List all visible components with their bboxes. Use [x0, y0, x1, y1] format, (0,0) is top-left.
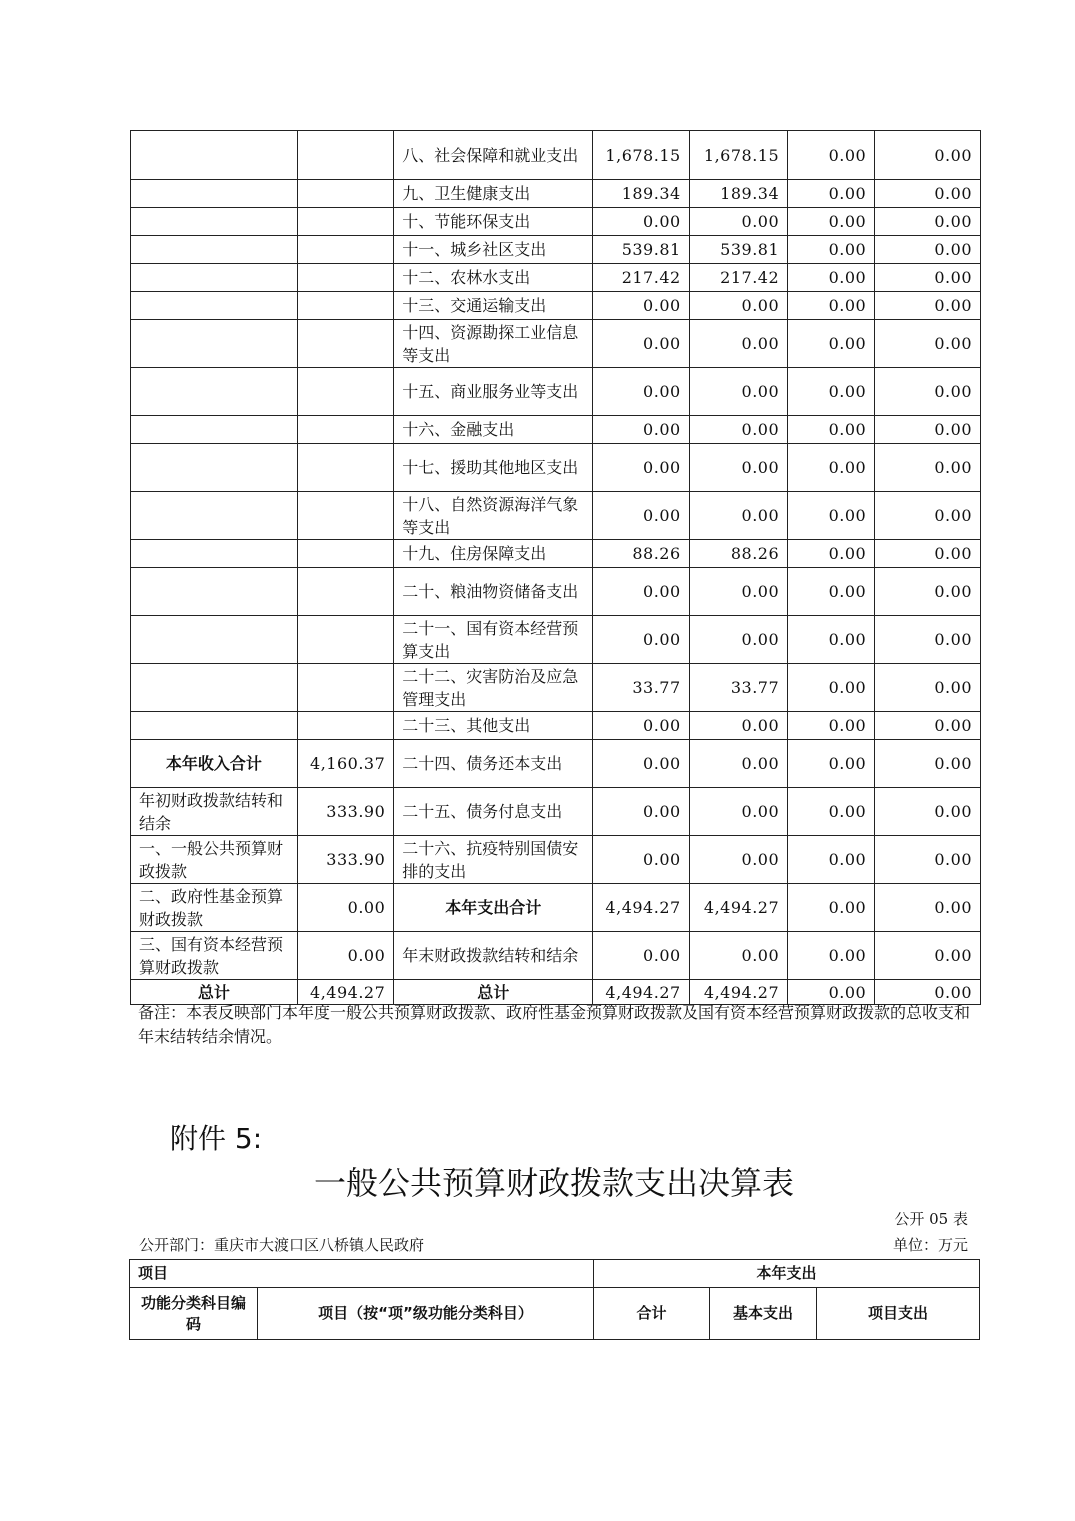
- cell-col4: 0.00: [875, 836, 981, 884]
- cell-income-label: [131, 131, 298, 180]
- cell-col4: 0.00: [875, 712, 981, 740]
- cell-expense-item: 年末财政拨款结转和结余: [394, 932, 593, 980]
- cell-total: 0.00: [593, 788, 689, 836]
- cell-basic: 33.77: [689, 664, 787, 712]
- cell-income-value: [297, 180, 393, 208]
- department-label: 公开部门：重庆市大渡口区八桥镇人民政府: [139, 1236, 425, 1254]
- table-row: [131, 932, 981, 980]
- cell-total: 1,678.15: [593, 131, 689, 180]
- attachment-label: 附件 5:: [170, 1122, 263, 1155]
- cell-expense-item: 本年支出合计: [394, 884, 593, 932]
- cell-col4: 0.00: [875, 444, 981, 492]
- cell-total: 88.26: [593, 540, 689, 568]
- cell-col4: 0.00: [875, 131, 981, 180]
- table-row: [131, 236, 981, 264]
- cell-expense-item: 十一、城乡社区支出: [394, 236, 593, 264]
- cell-expense-item: 十、节能环保支出: [394, 208, 593, 236]
- cell-income-label: [131, 616, 298, 664]
- cell-income-label: [131, 568, 298, 616]
- table-row: [131, 616, 981, 664]
- cell-col3: 0.00: [788, 416, 875, 444]
- cell-total: 189.34: [593, 180, 689, 208]
- cell-col4: 0.00: [875, 788, 981, 836]
- income-expense-table: [130, 130, 981, 1005]
- cell-income-label: 年初财政拨款结转和结余: [131, 788, 298, 836]
- table-row: [131, 416, 981, 444]
- cell-col4: 0.00: [875, 740, 981, 788]
- cell-income-label: [131, 712, 298, 740]
- cell-income-label: [131, 180, 298, 208]
- cell-income-value: 333.90: [297, 836, 393, 884]
- cell-total: 0.00: [593, 444, 689, 492]
- cell-basic: 0.00: [689, 292, 787, 320]
- cell-income-value: [297, 540, 393, 568]
- cell-income-label: 二、政府性基金预算财政拨款: [131, 884, 298, 932]
- cell-basic: 0.00: [689, 932, 787, 980]
- table-note: 备注：本表反映部门本年度一般公共预算财政拨款、政府性基金预算财政拨款及国有资本经营预算财政拨款的总收支和年末结转结余情况。: [138, 1003, 971, 1046]
- table-row: [131, 320, 981, 368]
- header-year-expense: 本年支出: [594, 1260, 980, 1288]
- cell-expense-item: 十二、农林水支出: [394, 264, 593, 292]
- cell-expense-item: 十三、交通运输支出: [394, 292, 593, 320]
- cell-expense-item: 八、社会保障和就业支出: [394, 131, 593, 180]
- cell-expense-item: 二十一、国有资本经营预算支出: [394, 616, 593, 664]
- cell-basic: 0.00: [689, 836, 787, 884]
- cell-col4: 0.00: [875, 368, 981, 416]
- cell-total: 0.00: [593, 208, 689, 236]
- cell-basic: 217.42: [689, 264, 787, 292]
- cell-income-label: 三、国有资本经营预算财政拨款: [131, 932, 298, 980]
- cell-income-value: [297, 320, 393, 368]
- cell-basic: 0.00: [689, 444, 787, 492]
- cell-total: 33.77: [593, 664, 689, 712]
- cell-col3: 0.00: [788, 664, 875, 712]
- cell-col4: 0.00: [875, 932, 981, 980]
- cell-col4: 0.00: [875, 568, 981, 616]
- cell-col3: 0.00: [788, 740, 875, 788]
- cell-total: 0.00: [593, 712, 689, 740]
- cell-total: 0.00: [593, 568, 689, 616]
- table-row: [131, 540, 981, 568]
- cell-income-value: [297, 264, 393, 292]
- cell-total: 0.00: [593, 368, 689, 416]
- table-row: [131, 712, 981, 740]
- cell-expense-item: 二十二、灾害防治及应急管理支出: [394, 664, 593, 712]
- cell-income-value: 4,494.27: [297, 980, 393, 1005]
- cell-expense-item: 二十六、抗疫特别国债安排的支出: [394, 836, 593, 884]
- cell-expense-item: 二十三、其他支出: [394, 712, 593, 740]
- cell-col3: 0.00: [788, 884, 875, 932]
- cell-income-value: [297, 712, 393, 740]
- cell-income-value: 4,160.37: [297, 740, 393, 788]
- cell-col3: 0.00: [788, 208, 875, 236]
- cell-basic: 0.00: [689, 616, 787, 664]
- cell-income-label: [131, 264, 298, 292]
- cell-total: 0.00: [593, 492, 689, 540]
- table-row: [131, 444, 981, 492]
- cell-income-value: 0.00: [297, 932, 393, 980]
- cell-income-value: [297, 292, 393, 320]
- cell-income-label: 一、一般公共预算财政拨款: [131, 836, 298, 884]
- cell-basic: 0.00: [689, 568, 787, 616]
- cell-income-label: 总计: [131, 980, 298, 1005]
- cell-income-label: [131, 416, 298, 444]
- cell-total: 0.00: [593, 836, 689, 884]
- cell-income-label: [131, 208, 298, 236]
- table-row: [131, 568, 981, 616]
- cell-basic: 88.26: [689, 540, 787, 568]
- expenditure-header-table: [129, 1259, 980, 1340]
- cell-col4: 0.00: [875, 664, 981, 712]
- cell-total: 0.00: [593, 320, 689, 368]
- cell-col4: 0.00: [875, 416, 981, 444]
- cell-col3: 0.00: [788, 320, 875, 368]
- table-row: [131, 492, 981, 540]
- unit-label: 单位：万元: [892, 1236, 968, 1254]
- cell-income-label: [131, 292, 298, 320]
- cell-col3: 0.00: [788, 540, 875, 568]
- cell-basic: 539.81: [689, 236, 787, 264]
- cell-expense-item: 十四、资源勘探工业信息等支出: [394, 320, 593, 368]
- table-row: [131, 368, 981, 416]
- table-row: [131, 740, 981, 788]
- table-row: [131, 131, 981, 180]
- cell-total: 4,494.27: [593, 884, 689, 932]
- cell-total: 0.00: [593, 740, 689, 788]
- cell-total: 0.00: [593, 932, 689, 980]
- cell-basic: 0.00: [689, 416, 787, 444]
- cell-expense-item: 二十五、债务付息支出: [394, 788, 593, 836]
- cell-col3: 0.00: [788, 568, 875, 616]
- cell-col3: 0.00: [788, 444, 875, 492]
- table-row: [131, 208, 981, 236]
- header-item: 项目: [130, 1260, 594, 1288]
- cell-income-value: [297, 492, 393, 540]
- table-row: [131, 836, 981, 884]
- cell-col4: 0.00: [875, 980, 981, 1005]
- cell-income-label: [131, 320, 298, 368]
- cell-income-label: [131, 492, 298, 540]
- cell-col4: 0.00: [875, 208, 981, 236]
- col-total: 合计: [594, 1288, 710, 1340]
- cell-expense-item: 十七、援助其他地区支出: [394, 444, 593, 492]
- cell-col4: 0.00: [875, 492, 981, 540]
- cell-col3: 0.00: [788, 264, 875, 292]
- cell-col3: 0.00: [788, 368, 875, 416]
- cell-expense-item: 九、卫生健康支出: [394, 180, 593, 208]
- cell-income-value: [297, 444, 393, 492]
- cell-total: 217.42: [593, 264, 689, 292]
- table-row: [131, 788, 981, 836]
- cell-income-value: 333.90: [297, 788, 393, 836]
- cell-income-label: 本年收入合计: [131, 740, 298, 788]
- cell-basic: 0.00: [689, 712, 787, 740]
- table-row: [131, 884, 981, 932]
- cell-basic: 0.00: [689, 492, 787, 540]
- cell-income-value: [297, 664, 393, 712]
- cell-basic: 1,678.15: [689, 131, 787, 180]
- cell-basic: 4,494.27: [689, 980, 787, 1005]
- cell-col3: 0.00: [788, 980, 875, 1005]
- cell-total: 0.00: [593, 416, 689, 444]
- cell-income-value: [297, 616, 393, 664]
- cell-expense-item: 十六、金融支出: [394, 416, 593, 444]
- cell-col3: 0.00: [788, 236, 875, 264]
- cell-income-label: [131, 664, 298, 712]
- cell-col4: 0.00: [875, 264, 981, 292]
- cell-col4: 0.00: [875, 884, 981, 932]
- cell-col4: 0.00: [875, 236, 981, 264]
- table-row: [131, 292, 981, 320]
- cell-basic: 0.00: [689, 320, 787, 368]
- cell-income-value: 0.00: [297, 884, 393, 932]
- cell-col3: 0.00: [788, 712, 875, 740]
- col-function-code: 功能分类科目编码: [130, 1288, 258, 1340]
- cell-col3: 0.00: [788, 932, 875, 980]
- cell-col3: 0.00: [788, 292, 875, 320]
- col-project: 项目支出: [817, 1288, 980, 1340]
- col-basic: 基本支出: [710, 1288, 817, 1340]
- cell-col3: 0.00: [788, 131, 875, 180]
- cell-basic: 0.00: [689, 740, 787, 788]
- cell-total: 539.81: [593, 236, 689, 264]
- cell-basic: 4,494.27: [689, 884, 787, 932]
- cell-expense-item: 十八、自然资源海洋气象等支出: [394, 492, 593, 540]
- cell-col4: 0.00: [875, 616, 981, 664]
- cell-total: 0.00: [593, 292, 689, 320]
- table-row: [131, 180, 981, 208]
- cell-income-value: [297, 416, 393, 444]
- cell-expense-item: 二十四、债务还本支出: [394, 740, 593, 788]
- cell-income-value: [297, 568, 393, 616]
- cell-total: 4,494.27: [593, 980, 689, 1005]
- cell-income-value: [297, 131, 393, 180]
- cell-col3: 0.00: [788, 492, 875, 540]
- cell-col4: 0.00: [875, 320, 981, 368]
- cell-basic: 0.00: [689, 368, 787, 416]
- cell-basic: 0.00: [689, 208, 787, 236]
- cell-income-label: [131, 236, 298, 264]
- cell-income-label: [131, 540, 298, 568]
- cell-expense-item: 二十、粮油物资储备支出: [394, 568, 593, 616]
- cell-col4: 0.00: [875, 180, 981, 208]
- cell-expense-item: 十五、商业服务业等支出: [394, 368, 593, 416]
- table-code: 公开 05 表: [894, 1210, 968, 1228]
- cell-col3: 0.00: [788, 788, 875, 836]
- cell-total: 0.00: [593, 616, 689, 664]
- table-row: [131, 264, 981, 292]
- cell-col3: 0.00: [788, 836, 875, 884]
- cell-income-value: [297, 236, 393, 264]
- cell-income-label: [131, 444, 298, 492]
- cell-income-value: [297, 208, 393, 236]
- cell-basic: 189.34: [689, 180, 787, 208]
- cell-income-label: [131, 368, 298, 416]
- cell-col3: 0.00: [788, 616, 875, 664]
- cell-basic: 0.00: [689, 788, 787, 836]
- cell-expense-item: 十九、住房保障支出: [394, 540, 593, 568]
- cell-expense-item: 总计: [394, 980, 593, 1005]
- cell-col4: 0.00: [875, 292, 981, 320]
- col-item-name: 项目（按“项”级功能分类科目）: [258, 1288, 594, 1340]
- page-title: 一般公共预算财政拨款支出决算表: [313, 1164, 794, 1202]
- cell-col3: 0.00: [788, 180, 875, 208]
- cell-income-value: [297, 368, 393, 416]
- cell-col4: 0.00: [875, 540, 981, 568]
- table-row: [131, 664, 981, 712]
